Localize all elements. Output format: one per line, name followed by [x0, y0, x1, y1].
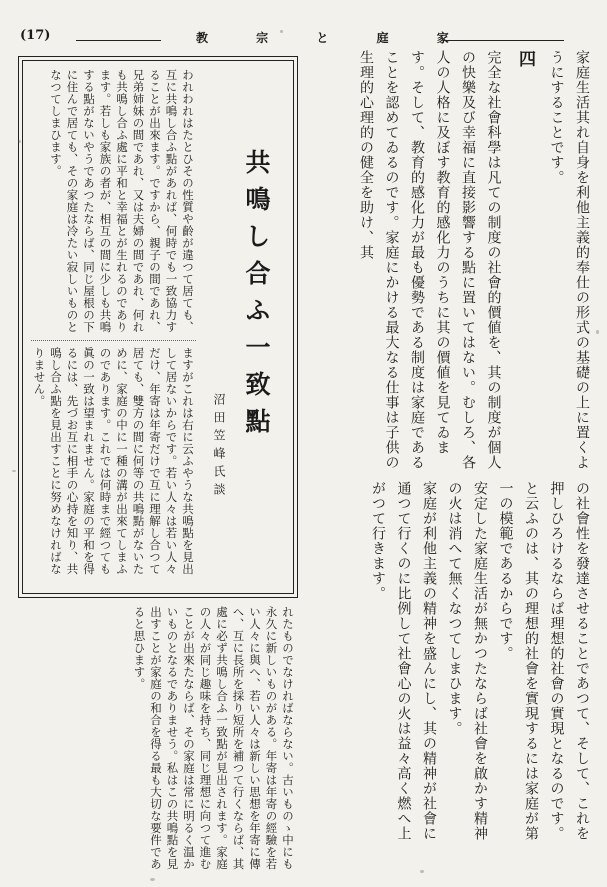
section-number: 四 [515, 50, 535, 68]
main-column-top [300, 50, 594, 474]
running-title: 教 宗 と 庭 家 [196, 31, 471, 45]
page-header [14, 22, 594, 52]
print-speck [18, 140, 21, 143]
boxed-article [22, 60, 294, 594]
print-speck [150, 878, 155, 881]
header-rule-right [444, 40, 564, 41]
header-rule-left [76, 40, 161, 41]
paragraph: 家庭が利他主義の精神を盛んにし、其の精神が社會に通つて行くのに比例して社會心の火は益々高く燃へ上がつて行きます。 [370, 481, 437, 841]
print-speck [12, 470, 16, 472]
paragraph: 家庭生活其れ自身を利他主義的奉仕の形式の基礎の上に置くようにすることです。 [548, 50, 590, 470]
article-divider [31, 340, 196, 341]
article-continuation: れたものでなければならない。古いものゝ中にも永久に新しいものがある。年寄は年寄の經驗を若い人々に與へ、若い人々は新しい思想を年寄に傳へ、互に長所を採り短所を補つて行くならば、其處に必ず共鳴し合ふ一致點が見出されます。家庭の人々が同じ趣味を持ち、同じ理想に向つて進むことが出來たならば、その家庭は常に明るく温かいものとなるでありませう。私はこの共鳴點を見出すことが家庭の和合を得る最も大切な要件であると思ひます。 [132, 606, 295, 870]
paragraph: の社會性を發達させることであつて、そして、これを押しひろけるならば理想的社會の實現となるのです。 [548, 481, 590, 841]
page-number: (17) [20, 28, 51, 43]
article-author: 沼田笠峰氏談 [212, 393, 226, 501]
article-body-lower: ますがこれは右に云ふやうな共鳴點を見出して居ないからです。若い人々は若い人々だけ、年寄は年寄だけで互に理解し合つて居ても、雙方の間に何等の共鳴點がないために、家庭の中に一種の溝が出來てしまふのであります。これでは何時まで經つても眞の一致は望まれません。家庭の平和を得るには、先づお互に相手の心持を知り、共鳴し合ふ點を見出すことに努めなければなりません。 [32, 347, 195, 575]
print-speck [420, 870, 424, 873]
print-speck [280, 30, 283, 33]
article-title: 共鳴し合ふ一致點 [242, 149, 271, 445]
print-speck [596, 330, 599, 334]
paragraph: と云ふのは、其の理想的社會を實現するには家庭が第一の模範であるからです。 [497, 481, 539, 841]
paragraph: 完全な社會科學は凡ての制度の社會的價値を、其の制度が個人の快樂及び幸福に直接影響する點に置いてはない。むしろ、各人の人格に及ぼす教育的感化力のうちに其の價値を見てゐます。そして、教育的感化力が最も優勢である制度は家庭であることを認めてゐるのです。家庭にかける最大なる仕事は子供の生理的心理的の健全を助け、其 [358, 50, 502, 470]
main-column-bottom [300, 481, 594, 847]
paragraph: 安定した家庭生活が無かつたならば社會を啟かす精神の火は消へて無くなつてしまひます。 [446, 481, 488, 841]
article-body-upper: われわれはたとひその性質や齡が違つて居ても、互に共鳴し合ふ點があれば、何時でも一致協力することが出來ます。ですから、親子の間であれ、兄弟姉妹の間であれ、又は夫婦の間であれ、何れも共鳴し合ふ處に平和と幸福とが生れるのであります。若しも家族の者が、相互の間に少しも共鳴する點がないやうであつたならば、同じ屋根の下に住んで居ても、その家庭は冷たい寂しいものとなつてしまひます。 [49, 69, 195, 333]
